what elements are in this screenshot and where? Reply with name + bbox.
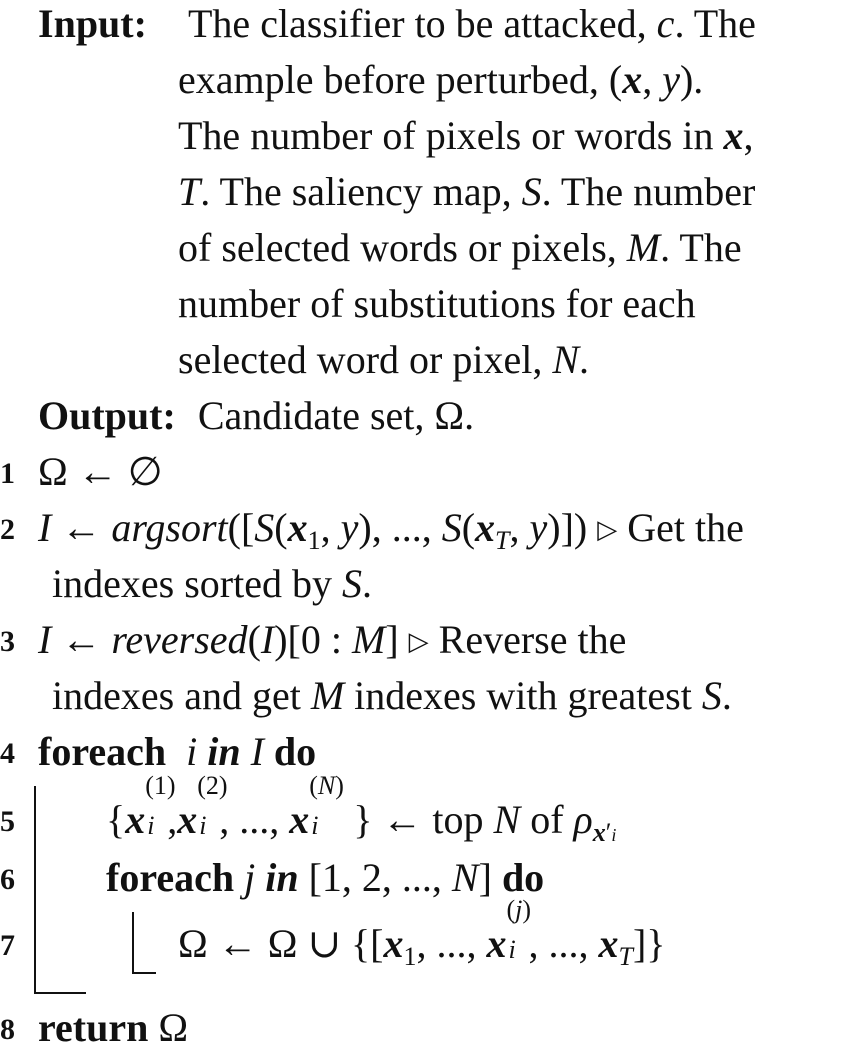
input-line-7: selected word or pixel, N. — [178, 337, 590, 382]
step-1-text: Ω ← ∅ — [38, 449, 163, 494]
step-7-code: Ω ← Ω ∪ {[$x_1$, ..., x (j) i , ..., $x_T$]} — [178, 895, 666, 971]
outer-loop-end-tick — [34, 992, 86, 994]
input-line-4: T. The saliency map, S. The number — [178, 169, 756, 214]
line-number: 1 — [0, 457, 15, 490]
inner-loop-end-tick — [132, 972, 156, 974]
line-number: 7 — [0, 929, 15, 962]
input-line-1: The classifier to be attacked, c. The — [188, 1, 756, 46]
input-line-6: number of substitutions for each — [178, 281, 696, 326]
line-number: 5 — [0, 805, 15, 838]
output-text: Candidate set, Ω. — [197, 393, 475, 438]
step-3-comment: Reverse the — [438, 617, 627, 662]
input-line-3: The number of pixels or words in x, — [178, 113, 754, 158]
keyword-foreach-inner: foreach — [106, 855, 235, 900]
line-number: 8 — [0, 1013, 15, 1046]
step-3-continuation: indexes and get M indexes with greatest S. — [52, 673, 732, 718]
step-3-code: I ← reversed(I)[0 : M] ▷ Reverse the — [38, 617, 627, 662]
line-number: 4 — [0, 737, 15, 770]
input-line-2: example before perturbed, (x, y). — [178, 57, 704, 102]
line-number: 2 — [0, 513, 15, 546]
comment-triangle-icon: ▷ — [597, 515, 618, 544]
line-number: 6 — [0, 863, 15, 896]
step-2-continuation: indexes sorted by S. — [52, 561, 372, 606]
comment-triangle-icon: ▷ — [408, 627, 429, 656]
keyword-foreach: foreach — [38, 729, 167, 774]
step-5-code: {x (1) i ,x (2) i , ..., x (N) i } ← top N of $\rho_{x'i}$ — [106, 771, 617, 847]
output-row — [38, 388, 474, 444]
output-label: Output: — [38, 393, 176, 438]
step-6-code: foreach j in [1, 2, ..., N] do — [106, 855, 545, 900]
outer-loop-vertical-rule — [34, 786, 36, 994]
step-2-code: I ← $argsort([S(x_1$, y), ..., $S(x_T$, y)]) ▷ Get the — [38, 505, 744, 555]
step-4-code: foreach i in I do — [38, 729, 317, 774]
return-value: Ω — [158, 1005, 189, 1050]
keyword-return: return — [38, 1005, 149, 1050]
inner-loop-vertical-rule — [132, 912, 134, 974]
step-8-code — [38, 1000, 188, 1056]
input-label: Input: — [38, 1, 147, 46]
input-line-5: of selected words or pixels, M. The — [178, 225, 742, 270]
step-2-comment: Get the — [627, 505, 744, 550]
line-number: 3 — [0, 625, 15, 658]
input-heading-row — [38, 0, 147, 52]
